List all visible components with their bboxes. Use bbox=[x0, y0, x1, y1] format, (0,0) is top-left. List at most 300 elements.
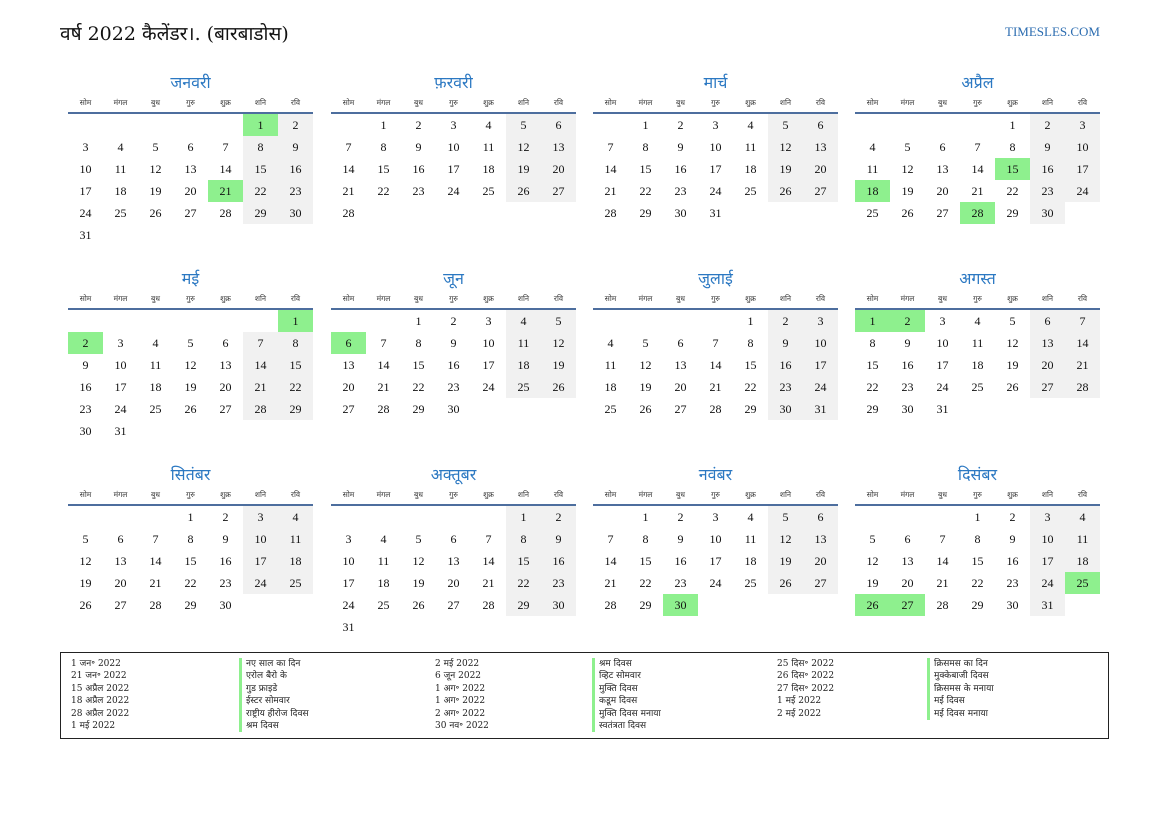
holiday-legend bbox=[60, 652, 1109, 739]
day-cell: 23 bbox=[79, 402, 92, 416]
day-cell: 7 bbox=[243, 332, 278, 354]
day-cell: 3 bbox=[939, 314, 946, 328]
day-cell: 11 bbox=[1065, 528, 1100, 550]
weekday-label: मंगल bbox=[376, 294, 391, 303]
day-cell: 3 bbox=[803, 310, 838, 332]
day-cell: 6 bbox=[117, 532, 124, 546]
day-cell: 26 bbox=[541, 376, 576, 398]
holiday-day: 18 bbox=[855, 180, 890, 202]
day-cell: 19 bbox=[184, 380, 197, 394]
weekday-label: शनि bbox=[1041, 490, 1054, 499]
day-cell: 18 bbox=[278, 550, 313, 572]
day-grid bbox=[855, 310, 1100, 420]
day-cell: 1 bbox=[642, 118, 649, 132]
empty-cell bbox=[436, 506, 471, 528]
day-cell: 7 bbox=[607, 532, 614, 546]
holiday-name: ईस्टर सोमवार bbox=[239, 695, 309, 707]
day-cell: 9 bbox=[450, 336, 457, 350]
day-cell: 3 bbox=[712, 510, 719, 524]
day-grid bbox=[68, 114, 313, 246]
day-cell: 7 bbox=[222, 140, 229, 154]
weekday-label: रवि bbox=[1077, 98, 1088, 107]
weekday-label: रवि bbox=[815, 490, 826, 499]
day-cell: 3 bbox=[485, 314, 492, 328]
weekday-header bbox=[68, 96, 313, 114]
day-cell: 6 bbox=[187, 140, 194, 154]
empty-cell bbox=[243, 310, 278, 332]
day-cell: 18 bbox=[604, 380, 617, 394]
day-cell: 29 bbox=[506, 594, 541, 616]
empty-cell bbox=[628, 310, 663, 332]
day-cell: 22 bbox=[971, 576, 984, 590]
weekday-label: शनि bbox=[517, 98, 530, 107]
holiday-name: व्हिट सोमवार bbox=[592, 670, 661, 682]
day-cell: 8 bbox=[506, 528, 541, 550]
weekday-label: गुरु bbox=[186, 490, 195, 499]
day-cell: 30 bbox=[278, 202, 313, 224]
day-cell: 10 bbox=[447, 140, 460, 154]
weekday-label: शनि bbox=[779, 490, 792, 499]
weekday-label: बुध bbox=[676, 490, 685, 499]
holiday-date: 18 अप्रैल 2022 bbox=[71, 696, 130, 707]
day-cell: 7 bbox=[485, 532, 492, 546]
empty-cell bbox=[173, 310, 208, 332]
day-cell: 21 bbox=[604, 184, 617, 198]
weekday-label: रवि bbox=[815, 294, 826, 303]
empty-cell bbox=[138, 506, 173, 528]
empty-cell bbox=[593, 114, 628, 136]
day-cell: 18 bbox=[149, 380, 162, 394]
day-cell: 25 bbox=[278, 572, 313, 594]
day-cell: 21 bbox=[1065, 354, 1100, 376]
empty-cell bbox=[855, 114, 890, 136]
day-cell: 16 bbox=[541, 550, 576, 572]
day-grid bbox=[855, 506, 1100, 616]
month-name: सितंबर bbox=[170, 465, 211, 484]
empty-cell bbox=[471, 506, 506, 528]
day-cell: 20 bbox=[447, 576, 460, 590]
day-cell: 25 bbox=[506, 376, 541, 398]
day-cell: 25 bbox=[604, 402, 617, 416]
holiday-date: 21 जन॰ 2022 bbox=[71, 671, 127, 682]
day-cell: 13 bbox=[114, 554, 127, 568]
day-cell: 18 bbox=[377, 576, 390, 590]
weekday-label: बुध bbox=[414, 98, 423, 107]
day-cell: 27 bbox=[803, 572, 838, 594]
day-cell: 14 bbox=[342, 162, 355, 176]
empty-cell bbox=[593, 506, 628, 528]
day-cell: 5 bbox=[869, 532, 876, 546]
holiday-date: 1 मई 2022 bbox=[71, 721, 116, 732]
weekday-label: मंगल bbox=[638, 98, 653, 107]
day-cell: 10 bbox=[709, 140, 722, 154]
weekday-label: गुरु bbox=[449, 490, 458, 499]
day-cell: 24 bbox=[709, 184, 722, 198]
weekday-label: शुक्र bbox=[220, 490, 231, 499]
day-cell: 13 bbox=[1030, 332, 1065, 354]
day-cell: 13 bbox=[803, 136, 838, 158]
legend-name-column bbox=[927, 658, 994, 720]
day-cell: 13 bbox=[901, 554, 914, 568]
weekday-label: रवि bbox=[290, 98, 301, 107]
month-name: जनवरी bbox=[170, 73, 211, 92]
day-cell: 15 bbox=[639, 162, 652, 176]
day-cell: 15 bbox=[412, 358, 425, 372]
month-block bbox=[593, 70, 838, 224]
weekday-header bbox=[855, 96, 1100, 114]
day-cell: 5 bbox=[904, 140, 911, 154]
day-cell: 4 bbox=[117, 140, 124, 154]
day-cell: 13 bbox=[541, 136, 576, 158]
day-cell: 22 bbox=[184, 576, 197, 590]
day-cell: 16 bbox=[1006, 554, 1019, 568]
day-cell: 20 bbox=[184, 184, 197, 198]
holiday-date: 27 दिस॰ 2022 bbox=[777, 683, 835, 694]
weekday-label: सोम bbox=[79, 490, 92, 499]
day-cell: 15 bbox=[866, 358, 879, 372]
day-cell: 19 bbox=[506, 158, 541, 180]
weekday-header bbox=[593, 96, 838, 114]
day-cell: 22 bbox=[506, 572, 541, 594]
page-title: वर्ष 2022 कैलेंडर।. (बारबाडोस) bbox=[60, 23, 289, 45]
day-cell: 10 bbox=[482, 336, 495, 350]
weekday-label: मंगल bbox=[376, 490, 391, 499]
day-cell: 12 bbox=[184, 358, 197, 372]
day-cell: 1 bbox=[747, 314, 754, 328]
day-cell: 24 bbox=[342, 598, 355, 612]
day-cell: 22 bbox=[377, 184, 390, 198]
day-cell: 14 bbox=[1065, 332, 1100, 354]
legend-name-column bbox=[239, 658, 309, 732]
weekday-label: गुरु bbox=[711, 490, 720, 499]
day-cell: 25 bbox=[744, 576, 757, 590]
day-grid bbox=[331, 506, 576, 638]
day-cell: 3 bbox=[712, 118, 719, 132]
empty-cell bbox=[401, 506, 436, 528]
day-cell: 17 bbox=[1030, 550, 1065, 572]
day-cell: 29 bbox=[1006, 206, 1019, 220]
day-cell: 25 bbox=[377, 598, 390, 612]
holiday-day: 21 bbox=[208, 180, 243, 202]
day-cell: 18 bbox=[506, 354, 541, 376]
day-cell: 6 bbox=[803, 114, 838, 136]
day-cell: 9 bbox=[415, 140, 422, 154]
weekday-label: शनि bbox=[517, 294, 530, 303]
day-cell: 30 bbox=[674, 206, 687, 220]
day-grid bbox=[593, 506, 838, 616]
day-cell: 12 bbox=[768, 136, 803, 158]
day-cell: 11 bbox=[114, 162, 127, 176]
empty-cell bbox=[331, 506, 366, 528]
day-cell: 15 bbox=[744, 358, 757, 372]
day-cell: 5 bbox=[187, 336, 194, 350]
month-block bbox=[68, 462, 313, 616]
day-cell: 4 bbox=[380, 532, 387, 546]
day-cell: 30 bbox=[1006, 598, 1019, 612]
day-cell: 11 bbox=[744, 140, 757, 154]
day-cell: 20 bbox=[1030, 354, 1065, 376]
day-cell: 8 bbox=[642, 140, 649, 154]
weekday-label: गुरु bbox=[973, 294, 982, 303]
day-cell: 19 bbox=[79, 576, 92, 590]
day-cell: 5 bbox=[506, 114, 541, 136]
day-cell: 24 bbox=[114, 402, 127, 416]
day-cell: 3 bbox=[345, 532, 352, 546]
holiday-date: 1 अग॰ 2022 bbox=[435, 696, 486, 707]
day-cell: 6 bbox=[939, 140, 946, 154]
day-cell: 3 bbox=[243, 506, 278, 528]
day-cell: 6 bbox=[222, 336, 229, 350]
day-cell: 19 bbox=[768, 550, 803, 572]
day-cell: 7 bbox=[607, 140, 614, 154]
site-link[interactable]: TIMESLES.COM bbox=[1005, 24, 1100, 39]
weekday-label: गुरु bbox=[449, 98, 458, 107]
day-cell: 2 bbox=[677, 118, 684, 132]
day-cell: 2 bbox=[677, 510, 684, 524]
legend-date-column bbox=[777, 658, 834, 720]
day-cell: 9 bbox=[1009, 532, 1016, 546]
month-block bbox=[855, 462, 1100, 616]
weekday-label: शनि bbox=[254, 98, 267, 107]
day-cell: 13 bbox=[219, 358, 232, 372]
day-cell: 12 bbox=[506, 136, 541, 158]
weekday-label: बुध bbox=[676, 294, 685, 303]
month-name: दिसंबर bbox=[957, 465, 998, 484]
month-name: अगस्त bbox=[959, 269, 996, 288]
weekday-label: सोम bbox=[866, 98, 879, 107]
month-block bbox=[68, 70, 313, 246]
day-cell: 23 bbox=[901, 380, 914, 394]
day-cell: 2 bbox=[415, 118, 422, 132]
day-cell: 17 bbox=[709, 162, 722, 176]
day-cell: 21 bbox=[604, 576, 617, 590]
empty-cell bbox=[68, 506, 103, 528]
weekday-label: बुध bbox=[151, 490, 160, 499]
month-block bbox=[855, 70, 1100, 224]
day-cell: 2 bbox=[278, 114, 313, 136]
weekday-label: शुक्र bbox=[1007, 98, 1018, 107]
empty-cell bbox=[890, 114, 925, 136]
day-cell: 16 bbox=[1030, 158, 1065, 180]
holiday-name: मुक्केबाजी दिवस bbox=[927, 670, 994, 682]
weekday-header bbox=[68, 292, 313, 310]
day-cell: 13 bbox=[447, 554, 460, 568]
holiday-day: 1 bbox=[855, 310, 890, 332]
day-cell: 9 bbox=[82, 358, 89, 372]
empty-cell bbox=[331, 114, 366, 136]
day-cell: 27 bbox=[342, 402, 355, 416]
day-cell: 9 bbox=[768, 332, 803, 354]
weekday-label: गुरु bbox=[186, 98, 195, 107]
empty-cell bbox=[68, 114, 103, 136]
holiday-date: 25 दिस॰ 2022 bbox=[777, 659, 835, 669]
day-cell: 9 bbox=[677, 532, 684, 546]
day-cell: 11 bbox=[377, 554, 390, 568]
weekday-label: रवि bbox=[1077, 490, 1088, 499]
holiday-name: मई दिवस मनाया bbox=[927, 708, 994, 720]
day-cell: 5 bbox=[768, 114, 803, 136]
day-cell: 11 bbox=[149, 358, 162, 372]
day-grid bbox=[331, 114, 576, 224]
day-cell: 12 bbox=[149, 162, 162, 176]
day-cell: 2 bbox=[541, 506, 576, 528]
day-cell: 12 bbox=[901, 162, 914, 176]
month-name: मार्च bbox=[703, 73, 728, 92]
day-cell: 10 bbox=[803, 332, 838, 354]
day-cell: 22 bbox=[412, 380, 425, 394]
day-cell: 4 bbox=[869, 140, 876, 154]
day-cell: 16 bbox=[901, 358, 914, 372]
day-cell: 27 bbox=[803, 180, 838, 202]
day-cell: 14 bbox=[482, 554, 495, 568]
day-cell: 5 bbox=[541, 310, 576, 332]
day-cell: 4 bbox=[607, 336, 614, 350]
weekday-label: सोम bbox=[604, 98, 617, 107]
empty-cell bbox=[103, 506, 138, 528]
day-cell: 22 bbox=[639, 184, 652, 198]
day-cell: 11 bbox=[866, 162, 879, 176]
empty-cell bbox=[663, 310, 698, 332]
day-cell: 25 bbox=[971, 380, 984, 394]
day-cell: 18 bbox=[1065, 550, 1100, 572]
day-cell: 26 bbox=[901, 206, 914, 220]
day-cell: 29 bbox=[866, 402, 879, 416]
empty-cell bbox=[960, 114, 995, 136]
weekday-label: शुक्र bbox=[220, 294, 231, 303]
day-cell: 1 bbox=[642, 510, 649, 524]
weekday-label: सोम bbox=[342, 98, 355, 107]
day-cell: 4 bbox=[278, 506, 313, 528]
empty-cell bbox=[68, 310, 103, 332]
day-cell: 5 bbox=[1009, 314, 1016, 328]
day-cell: 13 bbox=[342, 358, 355, 372]
day-cell: 22 bbox=[744, 380, 757, 394]
day-cell: 28 bbox=[219, 206, 232, 220]
day-cell: 30 bbox=[901, 402, 914, 416]
weekday-label: मंगल bbox=[900, 98, 915, 107]
legend-date-column bbox=[71, 658, 129, 732]
day-cell: 4 bbox=[506, 310, 541, 332]
weekday-label: गुरु bbox=[186, 294, 195, 303]
day-cell: 3 bbox=[117, 336, 124, 350]
empty-cell bbox=[855, 506, 890, 528]
weekday-label: सोम bbox=[604, 294, 617, 303]
day-cell: 7 bbox=[345, 140, 352, 154]
weekday-header bbox=[331, 488, 576, 506]
empty-cell bbox=[103, 310, 138, 332]
day-cell: 20 bbox=[114, 576, 127, 590]
weekday-label: गुरु bbox=[973, 98, 982, 107]
day-cell: 14 bbox=[709, 358, 722, 372]
day-cell: 14 bbox=[377, 358, 390, 372]
weekday-header bbox=[68, 488, 313, 506]
day-cell: 31 bbox=[114, 424, 127, 438]
holiday-day: 25 bbox=[1065, 572, 1100, 594]
weekday-label: शुक्र bbox=[745, 98, 756, 107]
day-cell: 23 bbox=[674, 184, 687, 198]
day-cell: 26 bbox=[768, 572, 803, 594]
day-cell: 17 bbox=[936, 358, 949, 372]
day-cell: 29 bbox=[639, 598, 652, 612]
month-name: अप्रैल bbox=[961, 73, 994, 92]
day-cell: 20 bbox=[936, 184, 949, 198]
weekday-label: बुध bbox=[938, 490, 947, 499]
day-cell: 20 bbox=[803, 158, 838, 180]
day-cell: 8 bbox=[187, 532, 194, 546]
day-cell: 30 bbox=[447, 402, 460, 416]
day-cell: 25 bbox=[866, 206, 879, 220]
day-cell: 23 bbox=[412, 184, 425, 198]
weekday-label: सोम bbox=[866, 294, 879, 303]
weekday-label: मंगल bbox=[900, 294, 915, 303]
day-cell: 28 bbox=[936, 598, 949, 612]
weekday-label: गुरु bbox=[711, 294, 720, 303]
day-cell: 4 bbox=[974, 314, 981, 328]
month-block bbox=[855, 266, 1100, 420]
day-cell: 28 bbox=[149, 598, 162, 612]
day-cell: 29 bbox=[412, 402, 425, 416]
weekday-label: बुध bbox=[938, 98, 947, 107]
day-cell: 7 bbox=[380, 336, 387, 350]
weekday-label: शुक्र bbox=[483, 490, 494, 499]
empty-cell bbox=[890, 506, 925, 528]
weekday-label: रवि bbox=[1077, 294, 1088, 303]
day-cell: 5 bbox=[152, 140, 159, 154]
weekday-label: शनि bbox=[254, 294, 267, 303]
day-cell: 23 bbox=[541, 572, 576, 594]
weekday-label: बुध bbox=[151, 294, 160, 303]
day-cell: 1 bbox=[506, 506, 541, 528]
day-cell: 22 bbox=[639, 576, 652, 590]
day-cell: 4 bbox=[747, 118, 754, 132]
day-cell: 16 bbox=[79, 380, 92, 394]
day-cell: 3 bbox=[1030, 506, 1065, 528]
day-cell: 15 bbox=[506, 550, 541, 572]
day-cell: 23 bbox=[278, 180, 313, 202]
day-grid bbox=[855, 114, 1100, 224]
weekday-label: मंगल bbox=[113, 98, 128, 107]
day-cell: 2 bbox=[1030, 114, 1065, 136]
weekday-label: शनि bbox=[517, 490, 530, 499]
day-cell: 14 bbox=[219, 162, 232, 176]
day-cell: 10 bbox=[79, 162, 92, 176]
day-cell: 13 bbox=[184, 162, 197, 176]
day-cell: 17 bbox=[342, 576, 355, 590]
weekday-label: मंगल bbox=[113, 294, 128, 303]
day-cell: 28 bbox=[482, 598, 495, 612]
holiday-day: 6 bbox=[331, 332, 366, 354]
empty-cell bbox=[366, 506, 401, 528]
day-cell: 21 bbox=[971, 184, 984, 198]
day-cell: 22 bbox=[1006, 184, 1019, 198]
day-cell: 24 bbox=[447, 184, 460, 198]
day-cell: 25 bbox=[149, 402, 162, 416]
weekday-label: शुक्र bbox=[1007, 294, 1018, 303]
day-cell: 20 bbox=[342, 380, 355, 394]
month-block bbox=[593, 462, 838, 616]
holiday-day: 1 bbox=[278, 310, 313, 332]
day-cell: 20 bbox=[674, 380, 687, 394]
holiday-date: 1 जन॰ 2022 bbox=[71, 659, 121, 669]
holiday-name: नए साल का दिन bbox=[239, 658, 309, 670]
day-cell: 26 bbox=[506, 180, 541, 202]
holiday-name: एरोल बैरो के bbox=[239, 670, 309, 682]
day-cell: 27 bbox=[674, 402, 687, 416]
holiday-date: 28 अप्रैल 2022 bbox=[71, 708, 130, 719]
day-cell: 5 bbox=[642, 336, 649, 350]
holiday-name: कडूम दिवस bbox=[592, 695, 661, 707]
day-cell: 1 bbox=[415, 314, 422, 328]
